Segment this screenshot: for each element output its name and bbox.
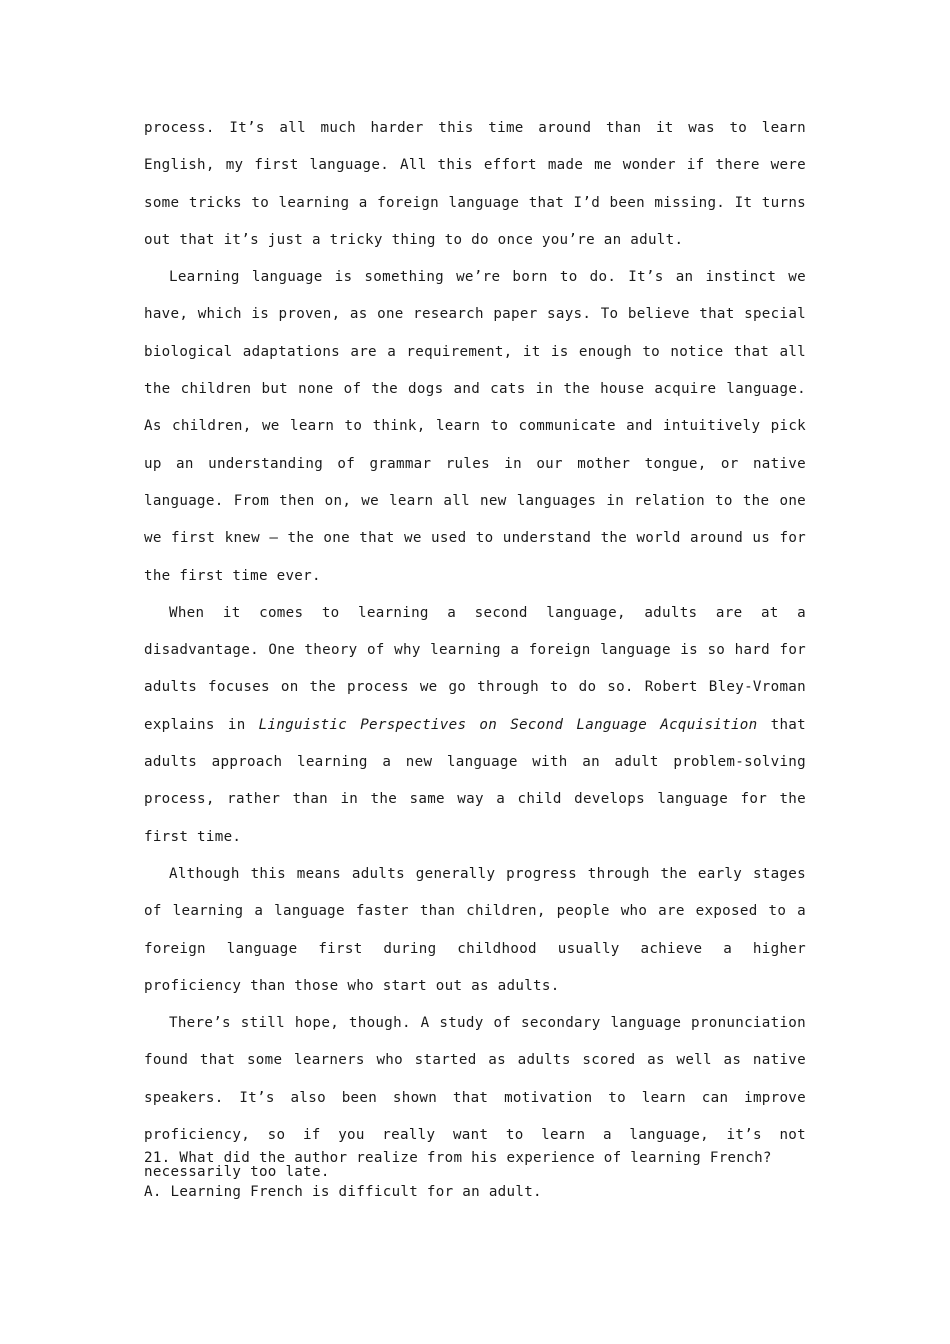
paragraph-4: Although this means adults generally progress through the early stages of learning a language faster than children, people who are exposed to a foreign language first during childhood usually achieve a higher proficiency than those who start out as adults. xyxy=(144,865,806,994)
book-title: Linguistic Perspectives on Second Language Acquisition xyxy=(258,716,758,733)
paragraph-1: process. It’s all much harder this time around than it was to learn English, my first language. All this effort made me wonder if there were some tricks to learning a foreign language that I’d been missing. It turns out that it’s just a tricky thing to do once you’re an adult. xyxy=(144,120,806,248)
question-21-option-a: A. Learning French is difficult for an adult. xyxy=(144,1184,542,1200)
paragraph-3-end: that adults approach learning a new language with an adult problem-solving process, rather than in the same way a child develops language for the first time. xyxy=(144,716,806,845)
paragraph-2: Learning language is something we’re born to do. It’s an instinct we have, which is proven, as one research paper says. To believe that special biological adaptations are a requirement, it is enough to notice that all the children but none of the dogs and cats in the house acquire language. As children, we learn to think, learn to communicate and intuitively pick up an understanding of grammar rules in our mother tongue, or native language. From then on, we learn all new languages in relation to the one we first knew — the one that we used to understand the world around us for the first time ever. xyxy=(144,269,806,584)
paragraph-5: There’s still hope, though. A study of secondary language pronunciation found that some learners who started as adults scored as well as native speakers. It’s also been shown that motivation to learn can improve proficiency, so if you really want to learn a language, it’s not necessarily too late. xyxy=(144,1015,806,1181)
question-21-stem: 21. What did the author realize from his experience of learning French? xyxy=(144,1150,772,1166)
passage-text xyxy=(144,110,806,1192)
paragraph-3-start: When it comes to learning a second language, adults are at a disadvantage. One theory of why learning a foreign language is so hard for adults focuses on the process we go through to do so. Robert Bley-Vroman explains in xyxy=(144,604,806,733)
question-21 xyxy=(144,1141,806,1209)
paragraph-3 xyxy=(144,595,806,856)
